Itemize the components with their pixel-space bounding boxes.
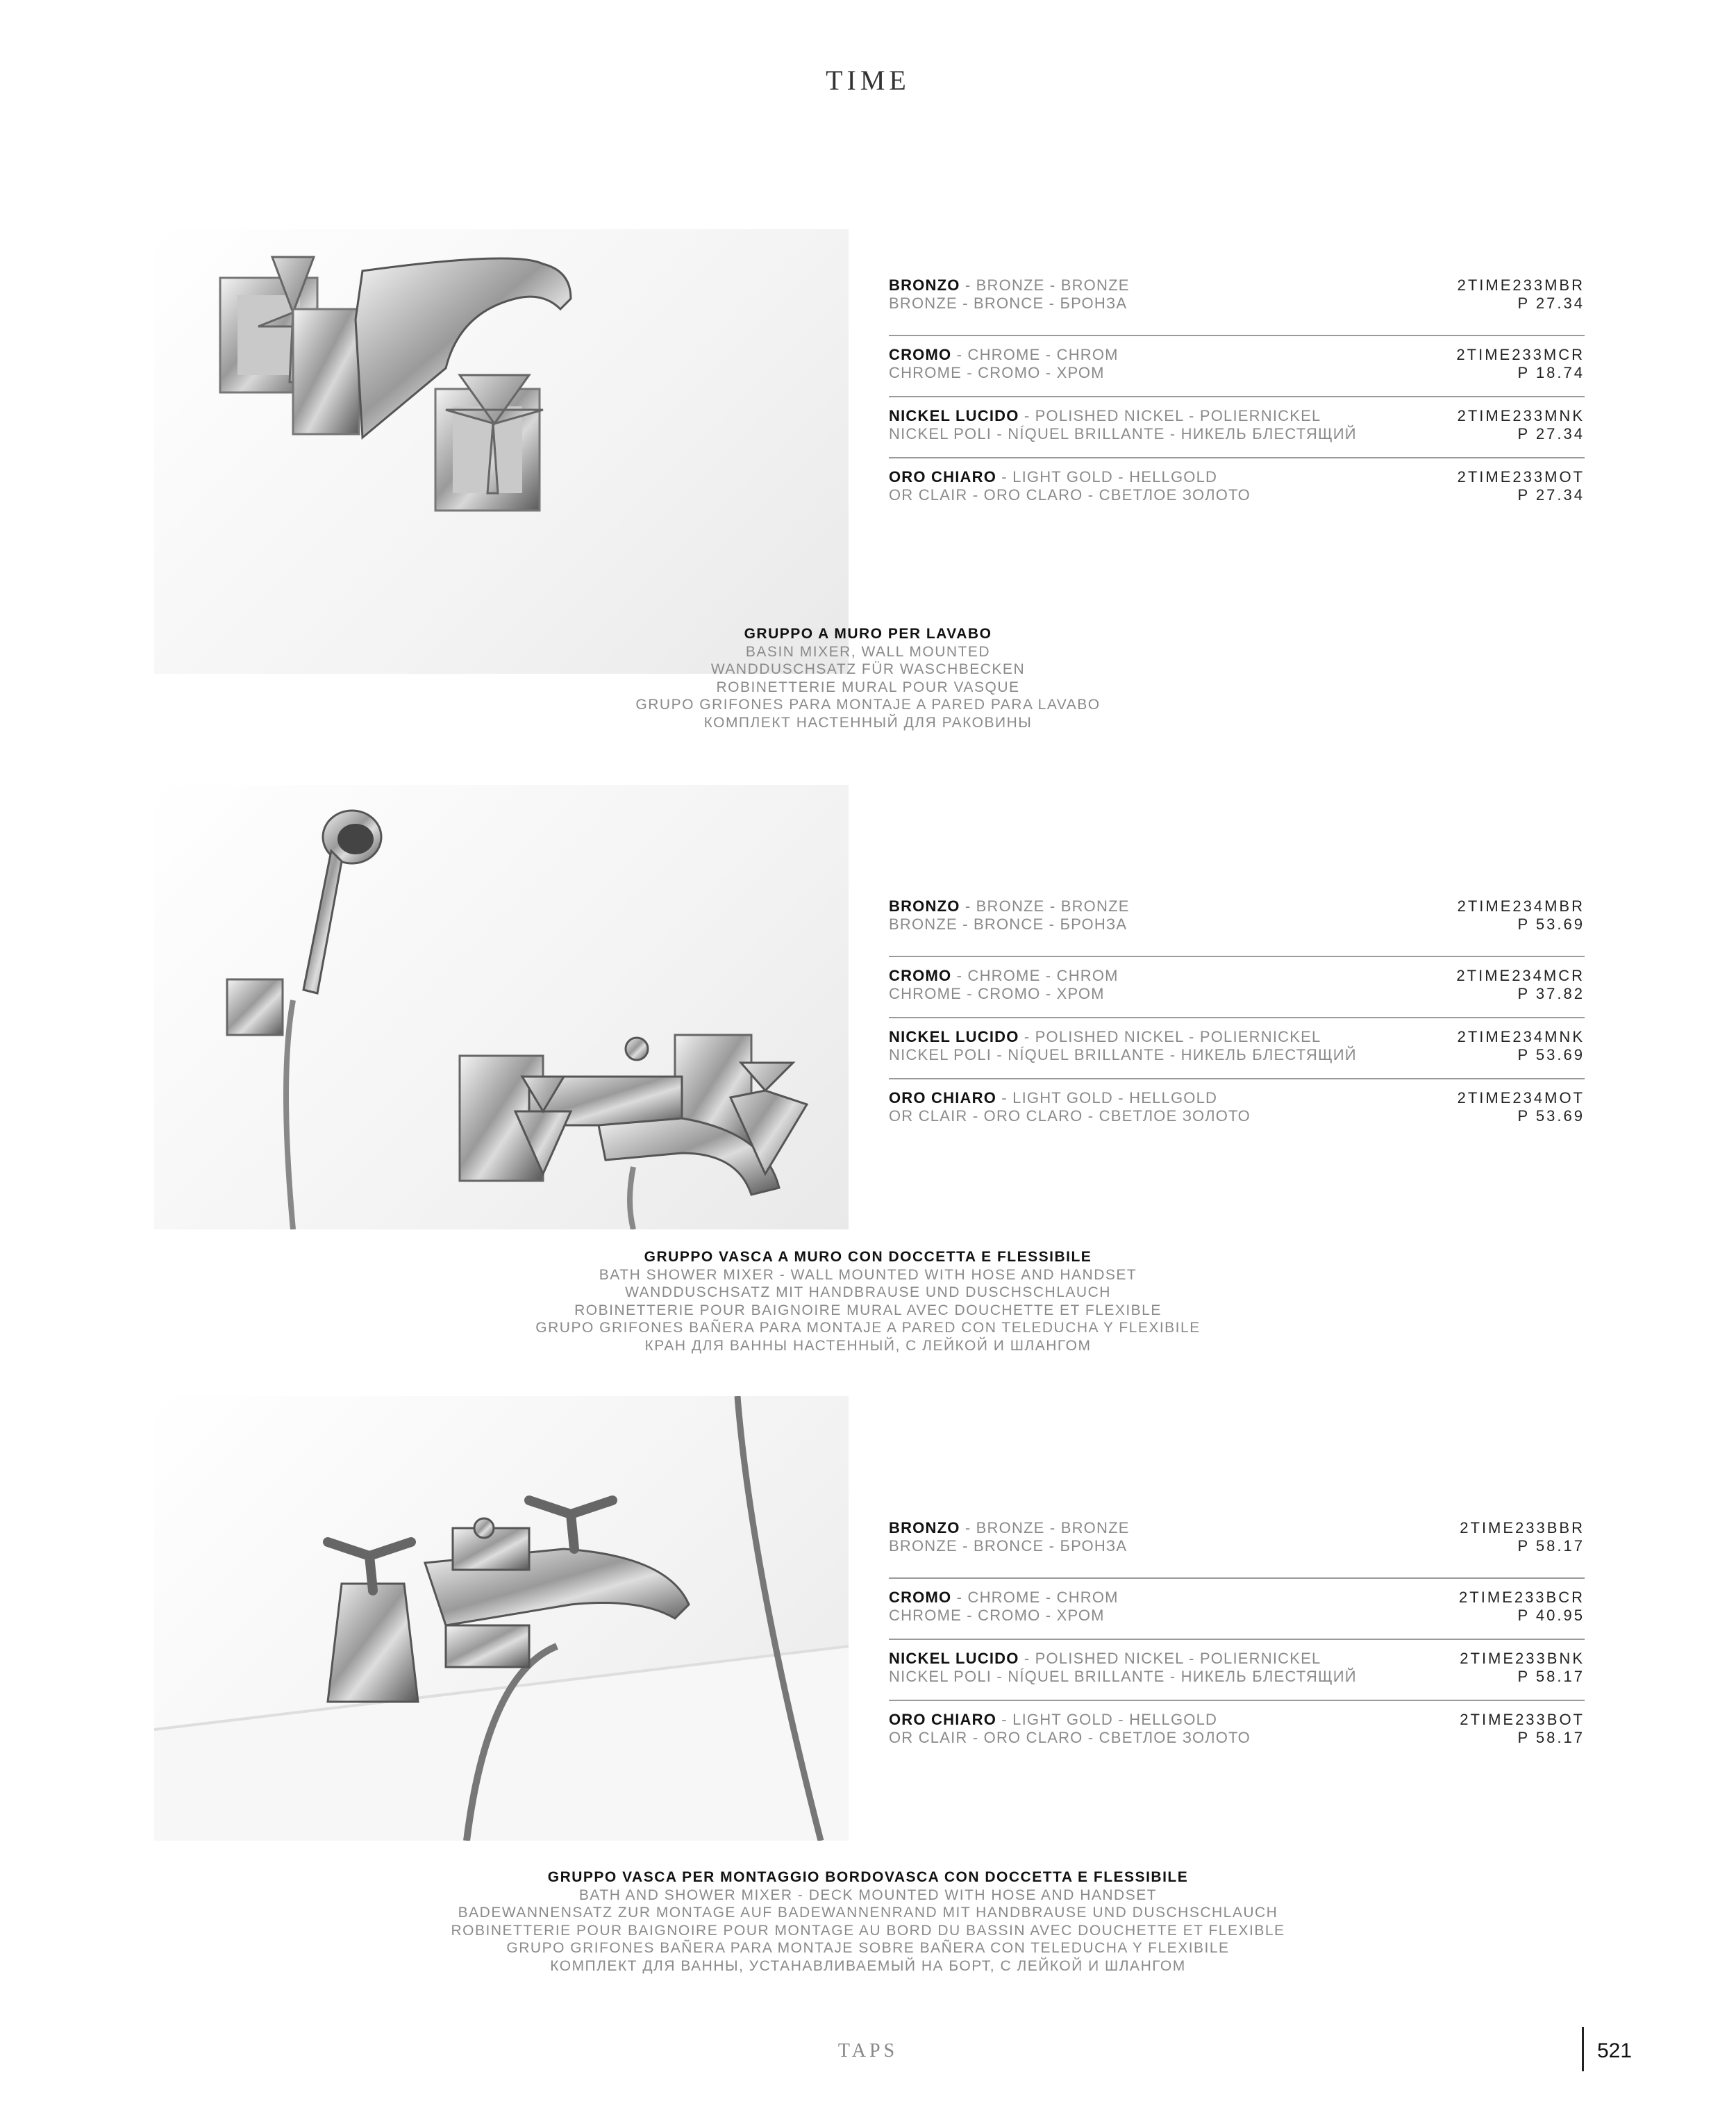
product-code: 2TIME233BCR: [1459, 1589, 1585, 1606]
variant-list: [889, 1519, 1585, 1761]
product-code: 2TIME234MCR: [1456, 967, 1585, 984]
finish-translations: - POLISHED NICKEL - POLIERNICKEL: [1019, 1028, 1321, 1045]
finish-translations-2: CHROME - CROMO - ХРОМ: [889, 1607, 1105, 1624]
finish-name: BRONZO: [889, 276, 960, 294]
caption-line: BASIN MIXER, WALL MOUNTED: [745, 643, 991, 660]
wall-bath-shower-mixer-image: [154, 785, 849, 1229]
finish-translations: - BRONZE - BRONZE: [960, 1519, 1130, 1536]
product-title: GRUPPO VASCA PER MONTAGGIO BORDOVASCA CON DOCCETTA E FLESSIBILE: [547, 1869, 1189, 1885]
product-code: 2TIME233MCR: [1456, 346, 1585, 363]
price: P 40.95: [1517, 1607, 1585, 1624]
finish-translations: - BRONZE - BRONZE: [960, 897, 1130, 915]
footer-section-label: TAPS: [837, 2040, 899, 2062]
finish-translations-2: BRONZE - BRONCE - БРОНЗА: [889, 295, 1128, 312]
finish-name: BRONZO: [889, 1519, 960, 1536]
caption-line: КОМПЛЕКТ ДЛЯ ВАННЫ, УСТАНАВЛИВАЕМЫЙ НА БОРТ, С ЛЕЙКОЙ И ШЛАНГОМ: [550, 1957, 1186, 1974]
product-code: 2TIME233MOT: [1457, 468, 1585, 486]
price: P 58.17: [1517, 1537, 1585, 1555]
product-code: 2TIME234MBR: [1457, 897, 1585, 915]
variant-list: [889, 276, 1585, 518]
wall-bath-shower-mixer-icon: [154, 785, 849, 1229]
variant-row: [889, 1081, 1585, 1139]
variant-row: [889, 1519, 1585, 1579]
price: P 53.69: [1517, 1107, 1585, 1125]
product-caption: [0, 625, 1736, 732]
finish-translations-2: BRONZE - BRONCE - БРОНЗА: [889, 1537, 1128, 1555]
variant-row: [889, 399, 1585, 458]
product-caption: [0, 1248, 1736, 1355]
product-code: 2TIME233BOT: [1460, 1711, 1585, 1728]
page-number: 521: [1597, 2039, 1633, 2062]
finish-translations: - LIGHT GOLD - HELLGOLD: [996, 1711, 1218, 1728]
price: P 53.69: [1517, 915, 1585, 933]
caption-line: GRUPO GRIFONES BAÑERA PARA MONTAJE A PARED CON TELEDUCHA Y FLEXIBILE: [535, 1320, 1201, 1336]
product-code: 2TIME234MOT: [1457, 1089, 1585, 1106]
caption-line: WANDDUSCHSATZ MIT HANDBRAUSE UND DUSCHSCHLAUCH: [625, 1284, 1111, 1301]
finish-name: CROMO: [889, 1589, 952, 1606]
caption-line: ROBINETTERIE MURAL POUR VASQUE: [716, 679, 1020, 695]
caption-line: WANDDUSCHSATZ FÜR WASCHBECKEN: [710, 661, 1026, 678]
variant-row: [889, 1641, 1585, 1701]
caption-line: GRUPO GRIFONES BAÑERA PARA MONTAJE SOBRE BAÑERA CON TELEDUCHA Y FLEXIBILE: [506, 1940, 1230, 1957]
finish-translations-2: OR CLAIR - ORO CLARO - СВЕТЛОЕ ЗОЛОТО: [889, 1107, 1251, 1125]
variant-row: [889, 1580, 1585, 1640]
finish-name: NICKEL LUCIDO: [889, 1650, 1019, 1667]
finish-translations-2: NICKEL POLI - NÍQUEL BRILLANTE - НИКЕЛЬ БЛЕСТЯЩИЙ: [889, 1668, 1357, 1685]
finish-translations: - BRONZE - BRONZE: [960, 276, 1130, 294]
price: P 37.82: [1517, 985, 1585, 1002]
product-code: 2TIME233MNK: [1457, 407, 1585, 424]
footer-divider: [1582, 2027, 1584, 2071]
variant-row: [889, 1702, 1585, 1761]
finish-translations-2: OR CLAIR - ORO CLARO - СВЕТЛОЕ ЗОЛОТО: [889, 486, 1251, 504]
product-code: 2TIME233MBR: [1457, 276, 1585, 294]
variant-list: [889, 897, 1585, 1139]
wall-basin-mixer-image: [154, 229, 849, 674]
product-code: 2TIME233BBR: [1460, 1519, 1585, 1536]
finish-translations: - LIGHT GOLD - HELLGOLD: [996, 1089, 1218, 1106]
caption-line: BADEWANNENSATZ ZUR MONTAGE AUF BADEWANNENRAND MIT HANDBRAUSE UND DUSCHSCHLAUCH: [458, 1905, 1278, 1921]
finish-translations-2: OR CLAIR - ORO CLARO - СВЕТЛОЕ ЗОЛОТО: [889, 1729, 1251, 1746]
finish-name: ORO CHIARO: [889, 468, 996, 486]
caption-line: BATH AND SHOWER MIXER - DECK MOUNTED WITH HOSE AND HANDSET: [578, 1887, 1158, 1903]
finish-translations-2: BRONZE - BRONCE - БРОНЗА: [889, 915, 1128, 933]
price: P 27.34: [1517, 486, 1585, 504]
price: P 58.17: [1517, 1729, 1585, 1746]
page-title: TIME: [826, 65, 910, 96]
finish-name: CROMO: [889, 967, 952, 984]
finish-translations: - CHROME - CHROM: [951, 967, 1119, 984]
finish-name: ORO CHIARO: [889, 1711, 996, 1728]
finish-translations-2: CHROME - CROMO - ХРОМ: [889, 364, 1105, 381]
variant-row: [889, 460, 1585, 518]
finish-translations-2: CHROME - CROMO - ХРОМ: [889, 985, 1105, 1002]
finish-translations: - LIGHT GOLD - HELLGOLD: [996, 468, 1218, 486]
deck-bath-shower-mixer-image: [154, 1396, 849, 1841]
price: P 53.69: [1517, 1046, 1585, 1063]
caption-line: BATH SHOWER MIXER - WALL MOUNTED WITH HOSE AND HANDSET: [599, 1266, 1137, 1283]
finish-translations: - CHROME - CHROM: [951, 1589, 1119, 1606]
price: P 27.34: [1517, 295, 1585, 312]
caption-line: КРАН ДЛЯ ВАННЫ НАСТЕННЫЙ, С ЛЕЙКОЙ И ШЛАНГОМ: [644, 1337, 1092, 1354]
price: P 27.34: [1517, 425, 1585, 442]
variant-row: [889, 338, 1585, 397]
finish-name: NICKEL LUCIDO: [889, 1028, 1019, 1045]
variant-row: [889, 959, 1585, 1018]
finish-translations-2: NICKEL POLI - NÍQUEL BRILLANTE - НИКЕЛЬ БЛЕСТЯЩИЙ: [889, 1046, 1357, 1063]
product-title: GRUPPO VASCA A MURO CON DOCCETTA E FLESSIBILE: [644, 1249, 1092, 1265]
caption-line: КОМПЛЕКТ НАСТЕННЫЙ ДЛЯ РАКОВИНЫ: [703, 714, 1033, 731]
finish-translations-2: NICKEL POLI - NÍQUEL BRILLANTE - НИКЕЛЬ БЛЕСТЯЩИЙ: [889, 425, 1357, 442]
caption-line: GRUPO GRIFONES PARA MONTAJE A PARED PARA LAVABO: [635, 697, 1101, 713]
product-code: 2TIME234MNK: [1457, 1028, 1585, 1045]
product-caption: [0, 1868, 1736, 1975]
product-code: 2TIME233BNK: [1460, 1650, 1585, 1667]
price: P 18.74: [1517, 364, 1585, 381]
price: P 58.17: [1517, 1668, 1585, 1685]
finish-name: NICKEL LUCIDO: [889, 407, 1019, 424]
variant-row: [889, 276, 1585, 336]
deck-bath-shower-mixer-icon: [154, 1396, 849, 1841]
wall-basin-mixer-icon: [154, 229, 849, 674]
finish-name: CROMO: [889, 346, 952, 363]
variant-row: [889, 897, 1585, 957]
finish-name: BRONZO: [889, 897, 960, 915]
caption-line: ROBINETTERIE POUR BAIGNOIRE MURAL AVEC DOUCHETTE ET FLEXIBLE: [574, 1302, 1162, 1318]
finish-translations: - CHROME - CHROM: [951, 346, 1119, 363]
finish-name: ORO CHIARO: [889, 1089, 996, 1106]
variant-row: [889, 1020, 1585, 1079]
finish-translations: - POLISHED NICKEL - POLIERNICKEL: [1019, 1650, 1321, 1667]
caption-line: ROBINETTERIE POUR BAIGNOIRE POUR MONTAGE AU BORD DU BASSIN AVEC DOUCHETTE ET FLEXIBLE: [451, 1922, 1285, 1939]
finish-translations: - POLISHED NICKEL - POLIERNICKEL: [1019, 407, 1321, 424]
product-title: GRUPPO A MURO PER LAVABO: [744, 626, 992, 642]
